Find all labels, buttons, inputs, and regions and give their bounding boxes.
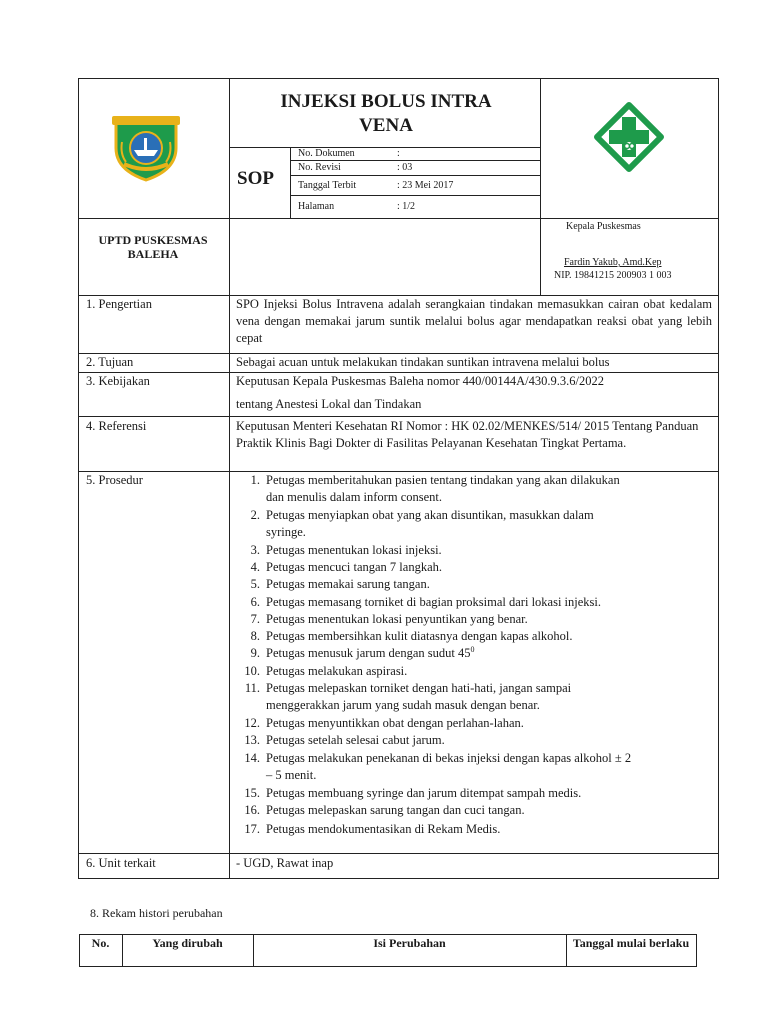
issue-date-value: : 23 Mei 2017	[397, 180, 454, 191]
step-text: Petugas menentukan lokasi penyuntikan yang benar.	[266, 612, 528, 626]
regency-crest-icon	[108, 112, 184, 182]
step-text-with-sup	[266, 645, 716, 662]
step-text: Petugas setelah selesai cabut jarum.	[266, 733, 445, 747]
step-text: Petugas memasang torniket di bagian proksimal dari lokasi injeksi.	[266, 595, 602, 609]
step-number: 17.	[244, 822, 260, 836]
step-text: Petugas memberitahukan pasien tentang tindakan yang akan dilakukan	[266, 473, 620, 487]
section-tujuan-label: 2. Tujuan	[86, 355, 134, 369]
history-title: 8. Rekam histori perubahan	[90, 906, 223, 920]
degree-superscript: 0	[470, 644, 475, 654]
doc-number-value: :	[397, 148, 400, 159]
section-referensi-text: Keputusan Menteri Kesehatan RI Nomor : HK 02.02/MENKES/514/ 2015 Tentang Panduan Praktik Klinis Bagi Dokter di Fasilitas Pelayanan Kesehatan Tingkat Pertama.	[236, 419, 699, 450]
step-text: Petugas melepaskan torniket dengan hati-hati, jangan sampai	[266, 681, 572, 695]
revision-value: : 03	[397, 162, 413, 173]
document-title: INJEKSI BOLUS INTRA VENA	[280, 91, 492, 136]
section-referensi-label: 4. Referensi	[86, 419, 147, 433]
kepala-nip: NIP. 19841215 200903 1 003	[554, 270, 672, 281]
section-unit-terkait-label: 6. Unit terkait	[86, 856, 156, 870]
step-text: Petugas menyiapkan obat yang akan disuntikan, masukkan dalam	[266, 508, 594, 522]
step-text: Petugas melakukan aspirasi.	[266, 664, 408, 678]
step-text: Petugas melakukan penekanan di bekas injeksi dengan kapas alkohol ± 2	[266, 751, 632, 765]
issue-date-label: Tanggal Terbit	[298, 180, 357, 191]
history-header-changed: Yang dirubah	[152, 936, 223, 950]
step-number: 1.	[250, 473, 260, 487]
regency-logo	[108, 112, 184, 182]
step-text: Petugas mendokumentasikan di Rekam Medis.	[266, 822, 501, 836]
step-text: Petugas memakai sarung tangan.	[266, 577, 430, 591]
puskesmas-logo	[594, 102, 664, 172]
section-kebijakan-line2: tentang Anestesi Lokal dan Tindakan	[236, 397, 422, 411]
step-text: Petugas menusuk jarum dengan sudut 45	[266, 646, 471, 660]
puskesmas-cross-icon	[594, 102, 664, 172]
step-number: 6.	[250, 595, 260, 609]
section-kebijakan-line1: Keputusan Kepala Puskesmas Baleha nomor 440/00144A/430.9.3.6/2022	[236, 374, 605, 388]
step-number: 11.	[244, 681, 260, 695]
step-text-cont: syringe.	[266, 525, 306, 539]
step-text: Petugas membuang syringe dan jarum ditempat sampah medis.	[266, 786, 582, 800]
unit-name: UPTD PUSKESMAS BALEHA	[98, 233, 208, 261]
step-text: Petugas menyuntikkan obat dengan perlahan-lahan.	[266, 716, 524, 730]
sop-label: SOP	[237, 168, 274, 189]
section-kebijakan-label: 3. Kebijakan	[86, 374, 150, 388]
step-text-cont: dan menulis dalam inform consent.	[266, 490, 443, 504]
page-value: : 1/2	[397, 201, 416, 212]
step-number: 2.	[250, 508, 260, 522]
section-tujuan-text: Sebagai acuan untuk melakukan tindakan suntikan intravena melalui bolus	[236, 355, 610, 369]
step-number: 7.	[250, 612, 260, 626]
revision-label: No. Revisi	[298, 162, 341, 173]
step-number: 13.	[244, 733, 260, 747]
section-pengertian-label: 1. Pengertian	[86, 297, 152, 311]
step-text: Petugas menentukan lokasi injeksi.	[266, 543, 442, 557]
kepala-name: Fardin Yakub, Amd.Kep	[564, 257, 662, 268]
history-header-date: Tanggal mulai berlaku	[572, 936, 690, 950]
step-text-cont: – 5 menit.	[266, 768, 317, 782]
step-number: 12.	[244, 716, 260, 730]
section-prosedur-label: 5. Prosedur	[86, 473, 143, 487]
step-text-cont: menggerakkan jarum yang sudah masuk dengan benar.	[266, 698, 540, 712]
step-text: Petugas membersihkan kulit diatasnya dengan kapas alkohol.	[266, 629, 573, 643]
step-text: Petugas mencuci tangan 7 langkah.	[266, 560, 442, 574]
step-number: 16.	[244, 803, 260, 817]
step-number: 3.	[250, 543, 260, 557]
doc-number-label: No. Dokumen	[298, 148, 355, 159]
step-number: 5.	[250, 577, 260, 591]
section-pengertian-text: SPO Injeksi Bolus Intravena adalah serangkaian tindakan memasukkan cairan obat kedalam vena dengan memakai jarum suntik melalui bolus agar mendapatkan reaksi obat yang lebih cepat	[236, 297, 712, 345]
step-number: 9.	[250, 646, 260, 660]
page-label: Halaman	[298, 201, 335, 212]
step-number: 4.	[250, 560, 260, 574]
step-number: 8.	[250, 629, 260, 643]
kepala-label: Kepala Puskesmas	[566, 221, 641, 232]
step-text: Petugas melepaskan sarung tangan dan cuci tangan.	[266, 803, 525, 817]
history-header-content: Isi Perubahan	[373, 936, 446, 950]
section-unit-terkait-text: - UGD, Rawat inap	[236, 856, 334, 870]
step-number: 15.	[244, 786, 260, 800]
step-number: 14.	[244, 751, 260, 765]
step-number: 10.	[244, 664, 260, 678]
history-header-no: No.	[91, 936, 110, 950]
